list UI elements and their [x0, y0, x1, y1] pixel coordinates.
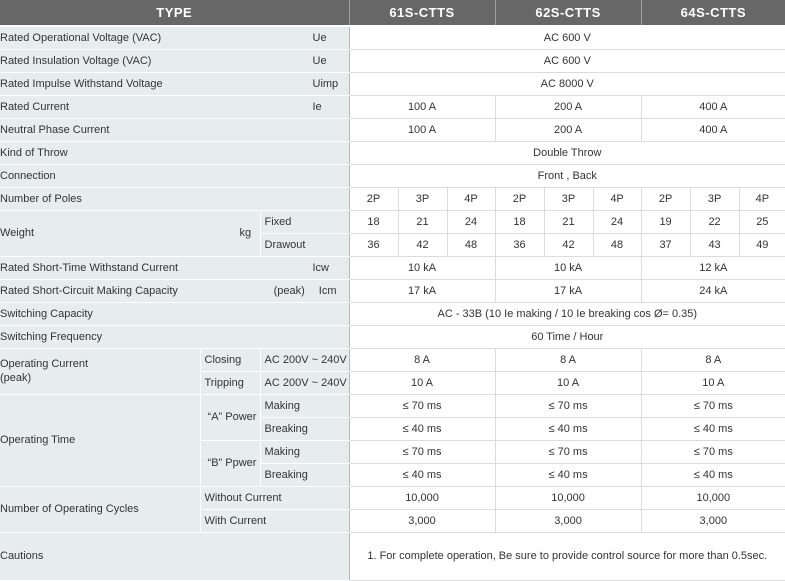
value-insulation-voltage: AC 600 V [349, 49, 785, 72]
value-poles: 3P [690, 187, 739, 210]
row-rated-current [0, 95, 785, 118]
value-weight-drawout: 49 [739, 233, 785, 256]
value-closing-62s: 8 A [495, 348, 641, 371]
value-neutral-61s: 100 A [349, 118, 495, 141]
unit-icm: Icm [318, 284, 337, 297]
value-poles: 4P [447, 187, 495, 210]
value-b-making-61s: ≤ 70 ms [349, 440, 495, 463]
value-tripping-61s: 10 A [349, 371, 495, 394]
label-peak: (peak) [273, 284, 305, 297]
row-connection [0, 164, 785, 187]
value-a-making-62s: ≤ 70 ms [495, 394, 641, 417]
label-switching-frequency: Switching Frequency [0, 325, 349, 348]
unit-ue: Ue [312, 54, 327, 67]
value-weight-fixed: 21 [544, 210, 593, 233]
label-a-power: “A” Power [200, 394, 260, 440]
value-with-current-62s: 3,000 [495, 509, 641, 532]
value-tripping-64s: 10 A [641, 371, 785, 394]
label-b-power: “B” Ppwer [200, 440, 260, 486]
value-making-62s: 17 kA [495, 279, 641, 302]
label-operational-voltage: Rated Operational Voltage (VAC) Ue [0, 26, 349, 49]
label-with-current: With Current [200, 509, 349, 532]
value-poles: 4P [593, 187, 641, 210]
label-connection: Connection [0, 164, 349, 187]
row-operational-voltage [0, 26, 785, 49]
value-with-current-61s: 3,000 [349, 509, 495, 532]
label-operating-time: Operating Time [0, 394, 200, 486]
value-kind-of-throw: Double Throw [349, 141, 785, 164]
header-type: TYPE [0, 0, 349, 26]
label-short-time-current: Rated Short-Time Withstand Current Icw [0, 256, 349, 279]
row-making-capacity [0, 279, 785, 302]
value-a-breaking-62s: ≤ 40 ms [495, 417, 641, 440]
label-weight-drawout: Drawout [260, 233, 349, 256]
row-short-time-current [0, 256, 785, 279]
value-making-61s: 17 kA [349, 279, 495, 302]
value-weight-drawout: 37 [641, 233, 690, 256]
unit-ue: Ue [312, 31, 327, 44]
row-switching-capacity [0, 302, 785, 325]
value-making-64s: 24 kA [641, 279, 785, 302]
value-b-breaking-62s: ≤ 40 ms [495, 463, 641, 486]
value-rated-current-61s: 100 A [349, 95, 495, 118]
value-connection: Front , Back [349, 164, 785, 187]
row-neutral-current [0, 118, 785, 141]
value-closing-61s: 8 A [349, 348, 495, 371]
value-poles: 2P [495, 187, 544, 210]
value-a-making-61s: ≤ 70 ms [349, 394, 495, 417]
value-weight-fixed: 24 [447, 210, 495, 233]
label-operating-current: Operating Current (peak) [0, 348, 200, 394]
label-insulation-voltage: Rated Insulation Voltage (VAC) Ue [0, 49, 349, 72]
value-weight-fixed: 18 [495, 210, 544, 233]
label-without-current: Without Current [200, 486, 349, 509]
value-weight-drawout: 42 [398, 233, 447, 256]
row-switching-frequency [0, 325, 785, 348]
unit-ie: Ie [312, 100, 322, 113]
value-short-time-62s: 10 kA [495, 256, 641, 279]
label-cautions: Cautions [0, 532, 349, 580]
label-closing-voltage: AC 200V ~ 240V [260, 348, 349, 371]
label-making-capacity: Rated Short-Circuit Making Capacity (peak) Icm [0, 279, 349, 302]
row-kind-of-throw [0, 141, 785, 164]
value-poles: 3P [398, 187, 447, 210]
value-without-current-64s: 10,000 [641, 486, 785, 509]
value-short-time-61s: 10 kA [349, 256, 495, 279]
value-a-breaking-64s: ≤ 40 ms [641, 417, 785, 440]
value-rated-current-62s: 200 A [495, 95, 641, 118]
label-impulse-voltage: Rated Impulse Withstand Voltage Uimp [0, 72, 349, 95]
row-cycles-without-current [0, 486, 785, 509]
value-poles: 2P [641, 187, 690, 210]
label-a-breaking: Breaking [260, 417, 349, 440]
value-poles: 2P [349, 187, 398, 210]
value-b-breaking-61s: ≤ 40 ms [349, 463, 495, 486]
label-neutral-current: Neutral Phase Current [0, 118, 349, 141]
value-tripping-62s: 10 A [495, 371, 641, 394]
header-model-61s: 61S-CTTS [349, 0, 495, 26]
value-a-making-64s: ≤ 70 ms [641, 394, 785, 417]
label-kind-of-throw: Kind of Throw [0, 141, 349, 164]
value-weight-drawout: 36 [349, 233, 398, 256]
value-with-current-64s: 3,000 [641, 509, 785, 532]
header-model-62s: 62S-CTTS [495, 0, 641, 26]
header-row [0, 0, 785, 26]
label-poles: Number of Poles [0, 187, 349, 210]
unit-icw: Icw [312, 261, 329, 274]
row-impulse-voltage [0, 72, 785, 95]
value-without-current-62s: 10,000 [495, 486, 641, 509]
label-b-making: Making [260, 440, 349, 463]
value-weight-drawout: 48 [593, 233, 641, 256]
label-tripping: Tripping [200, 371, 260, 394]
unit-kg: kg [239, 227, 252, 239]
label-rated-current: Rated Current Ie [0, 95, 349, 118]
value-weight-fixed: 22 [690, 210, 739, 233]
value-without-current-61s: 10,000 [349, 486, 495, 509]
value-weight-drawout: 42 [544, 233, 593, 256]
value-poles: 3P [544, 187, 593, 210]
label-a-making: Making [260, 394, 349, 417]
label-switching-capacity: Switching Capacity [0, 302, 349, 325]
label-b-breaking: Breaking [260, 463, 349, 486]
value-switching-frequency: 60 Time / Hour [349, 325, 785, 348]
row-poles [0, 187, 785, 210]
value-neutral-64s: 400 A [641, 118, 785, 141]
row-op-time-a-making [0, 394, 785, 417]
value-switching-capacity: AC - 33B (10 Ie making / 10 Ie breaking cos Ø= 0.35) [349, 302, 785, 325]
row-cautions [0, 532, 785, 580]
value-weight-drawout: 43 [690, 233, 739, 256]
value-poles: 4P [739, 187, 785, 210]
value-weight-drawout: 48 [447, 233, 495, 256]
label-weight: Weight kg [0, 210, 260, 256]
row-operating-current-closing [0, 348, 785, 371]
row-insulation-voltage [0, 49, 785, 72]
label-tripping-voltage: AC 200V ~ 240V [260, 371, 349, 394]
value-weight-drawout: 36 [495, 233, 544, 256]
value-neutral-62s: 200 A [495, 118, 641, 141]
value-weight-fixed: 19 [641, 210, 690, 233]
value-impulse-voltage: AC 8000 V [349, 72, 785, 95]
value-cautions: 1. For complete operation, Be sure to provide control source for more than 0.5sec. [349, 532, 785, 580]
row-weight-fixed [0, 210, 785, 233]
value-operational-voltage: AC 600 V [349, 26, 785, 49]
value-short-time-64s: 12 kA [641, 256, 785, 279]
value-b-making-64s: ≤ 70 ms [641, 440, 785, 463]
label-operating-cycles: Number of Operating Cycles [0, 486, 200, 532]
header-model-64s: 64S-CTTS [641, 0, 785, 26]
value-closing-64s: 8 A [641, 348, 785, 371]
value-weight-fixed: 25 [739, 210, 785, 233]
value-b-making-62s: ≤ 70 ms [495, 440, 641, 463]
value-a-breaking-61s: ≤ 40 ms [349, 417, 495, 440]
value-weight-fixed: 18 [349, 210, 398, 233]
label-weight-fixed: Fixed [260, 210, 349, 233]
value-b-breaking-64s: ≤ 40 ms [641, 463, 785, 486]
label-closing: Closing [200, 348, 260, 371]
unit-uimp: Uimp [312, 77, 339, 90]
value-weight-fixed: 24 [593, 210, 641, 233]
value-weight-fixed: 21 [398, 210, 447, 233]
value-rated-current-64s: 400 A [641, 95, 785, 118]
